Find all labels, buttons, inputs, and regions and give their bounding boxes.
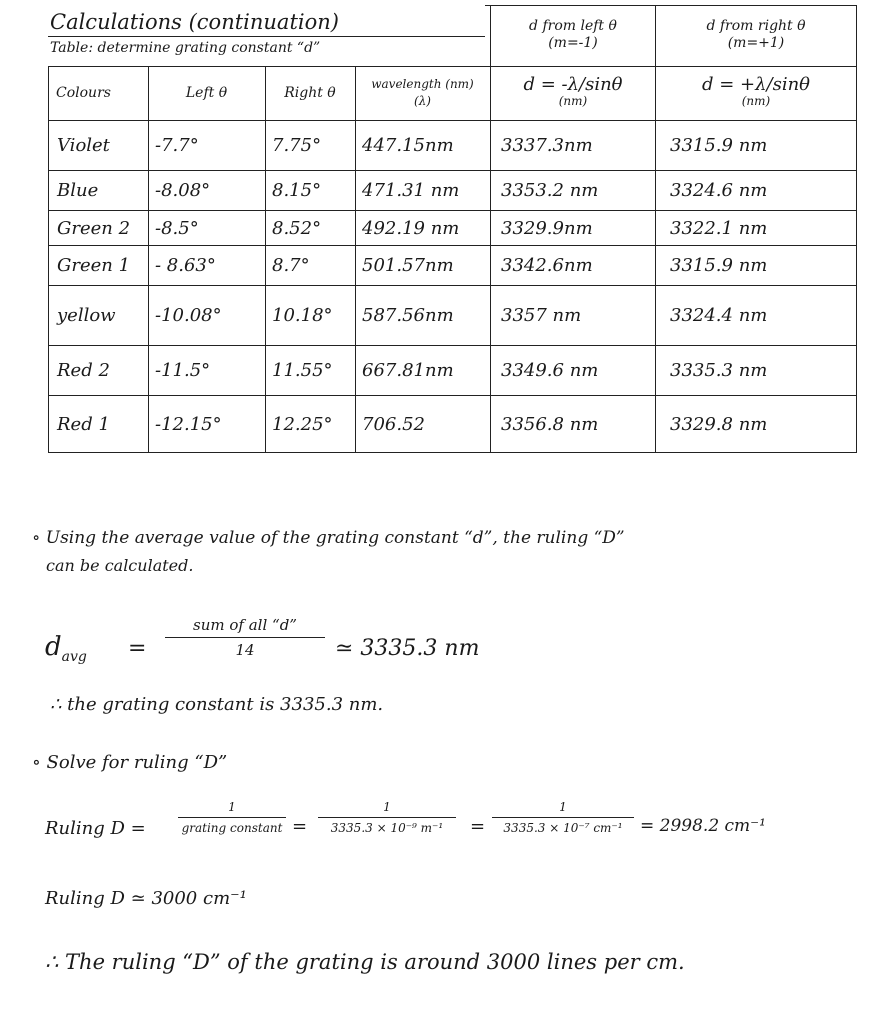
ruling-fraction-3	[492, 800, 634, 835]
cell-d-plus: 3335.3 nm	[670, 360, 768, 381]
cell-d-plus: 3324.6 nm	[670, 180, 768, 201]
column-header-wavelength-line2: (λ)	[414, 94, 431, 108]
cell-d-minus: 3329.9nm	[501, 217, 593, 239]
cell-left-theta: -11.5°	[155, 360, 211, 381]
cell-d-minus: 3353.2 nm	[501, 180, 599, 201]
cell-d-minus: 3356.8 nm	[501, 413, 599, 435]
cell-right-theta: 8.52°	[272, 217, 322, 239]
cell-left-theta: -8.5°	[155, 217, 199, 239]
table-bottom-line	[48, 452, 857, 453]
cell-colour: Blue	[57, 180, 99, 201]
cell-right-theta: 7.75°	[272, 135, 322, 156]
column-header-left-theta	[149, 67, 264, 119]
davg-subscript: avg	[61, 649, 87, 666]
title: Calculations (continuation)	[50, 10, 339, 34]
ruling-fraction-2-denominator: 3335.3 × 10⁻⁹ m⁻¹	[330, 821, 444, 835]
header-d-from-left-line1: d from left θ	[529, 18, 617, 34]
column-header-d-plus-line1: d = +λ/sinθ	[701, 74, 811, 95]
cell-wavelength: 706.52	[362, 413, 425, 435]
cell-right-theta: 11.55°	[272, 360, 333, 381]
davg-fraction-bar	[165, 637, 325, 638]
davg-numerator: sum of all “d”	[193, 616, 297, 634]
cell-d-minus: 3349.6 nm	[501, 360, 599, 381]
ruling-fraction-1-bar	[178, 817, 286, 818]
ruling-fraction-1	[178, 800, 286, 835]
column-header-d-minus-line2: (nm)	[558, 94, 588, 108]
column-header-colours	[56, 67, 146, 119]
ruling-fraction-2	[318, 800, 456, 835]
conclusion-grating-constant: ∴ the grating constant is 3335.3 nm.	[50, 694, 384, 715]
davg-d: d	[45, 632, 62, 662]
cell-colour: Green 1	[57, 255, 131, 276]
header-d-from-right	[656, 6, 856, 64]
column-header-colours-text: Colours	[56, 84, 111, 101]
col-line-1	[148, 66, 149, 452]
cell-left-theta: -12.15°	[155, 413, 222, 435]
col-line-3	[355, 66, 356, 452]
intro-line-2: can be calculated.	[46, 556, 194, 575]
column-header-wavelength	[356, 67, 489, 119]
cell-colour: Violet	[57, 135, 110, 156]
cell-left-theta: -10.08°	[155, 305, 222, 326]
header-d-from-left-line2: (m=-1)	[548, 35, 598, 51]
ruling-fraction-1-numerator: 1	[228, 800, 236, 814]
cell-d-minus: 3337.3nm	[501, 135, 593, 156]
cell-wavelength: 471.31 nm	[362, 180, 460, 201]
column-header-left-theta-text: Left θ	[185, 84, 228, 101]
column-header-right-theta-text: Right θ	[284, 84, 336, 101]
column-header-d-minus	[491, 67, 655, 119]
cell-right-theta: 8.15°	[272, 180, 322, 201]
cell-wavelength: 501.57nm	[362, 255, 454, 276]
column-header-right-theta	[266, 67, 354, 119]
cell-d-minus: 3357 nm	[501, 305, 582, 326]
solve-for-ruling: ∘ Solve for ruling “D”	[32, 752, 228, 773]
davg-denominator: 14	[235, 641, 255, 659]
ruling-equals-2: =	[470, 816, 486, 837]
header-d-from-right-line1: d from right θ	[706, 18, 806, 34]
header-d-from-right-line2: (m=+1)	[727, 35, 785, 51]
davg-label	[45, 632, 87, 665]
ruling-result: = 2998.2 cm⁻¹	[640, 816, 766, 836]
intro-line-1: ∘ Using the average value of the grating constant “d”, the ruling “D”	[32, 528, 625, 548]
davg-equals: =	[128, 636, 147, 661]
cell-d-plus: 3322.1 nm	[670, 217, 768, 239]
cell-colour: Red 2	[57, 360, 110, 381]
ruling-fraction-3-denominator: 3335.3 × 10⁻⁷ cm⁻¹	[503, 821, 623, 835]
cell-left-theta: -8.08°	[155, 180, 211, 201]
davg-result: ≃ 3335.3 nm	[335, 636, 480, 661]
ruling-equals-1: =	[292, 816, 308, 837]
cell-left-theta: -7.7°	[155, 135, 199, 156]
header-d-from-left	[491, 6, 655, 64]
cell-d-minus: 3342.6nm	[501, 255, 593, 276]
davg-fraction	[165, 616, 325, 659]
cell-colour: yellow	[57, 305, 116, 326]
cell-wavelength: 492.19 nm	[362, 217, 460, 239]
cell-wavelength: 587.56nm	[362, 305, 454, 326]
cell-d-plus: 3315.9 nm	[670, 255, 768, 276]
ruling-fraction-2-bar	[318, 817, 456, 818]
cell-colour: Red 1	[57, 413, 110, 435]
column-header-d-plus	[656, 67, 856, 119]
column-header-d-plus-line2: (nm)	[741, 94, 771, 108]
cell-right-theta: 8.7°	[272, 255, 310, 276]
cell-right-theta: 12.25°	[272, 413, 333, 435]
cell-left-theta: - 8.63°	[155, 255, 216, 276]
col-line-0	[48, 66, 49, 452]
final-conclusion: ∴ The ruling “D” of the grating is around 3000 lines per cm.	[45, 950, 685, 974]
column-header-wavelength-line1: wavelength (nm)	[371, 77, 474, 91]
ruling-fraction-1-denominator: grating constant	[181, 821, 283, 835]
cell-colour: Green 2	[57, 217, 131, 239]
cell-wavelength: 667.81nm	[362, 360, 454, 381]
col-line-2	[265, 66, 266, 452]
cell-d-plus: 3329.8 nm	[670, 413, 768, 435]
cell-wavelength: 447.15nm	[362, 135, 454, 156]
title-underline	[48, 36, 485, 37]
cell-d-plus: 3315.9 nm	[670, 135, 768, 156]
column-header-d-minus-line1: d = -λ/sinθ	[523, 74, 623, 95]
col-line-6	[856, 5, 857, 452]
ruling-fraction-3-numerator: 1	[559, 800, 567, 814]
ruling-label: Ruling D =	[45, 818, 146, 839]
ruling-fraction-2-numerator: 1	[383, 800, 391, 814]
cell-right-theta: 10.18°	[272, 305, 333, 326]
ruling-fraction-3-bar	[492, 817, 634, 818]
ruling-approximation: Ruling D ≃ 3000 cm⁻¹	[45, 888, 247, 909]
cell-d-plus: 3324.4 nm	[670, 305, 768, 326]
subtitle: Table: determine grating constant “d”	[50, 40, 321, 56]
